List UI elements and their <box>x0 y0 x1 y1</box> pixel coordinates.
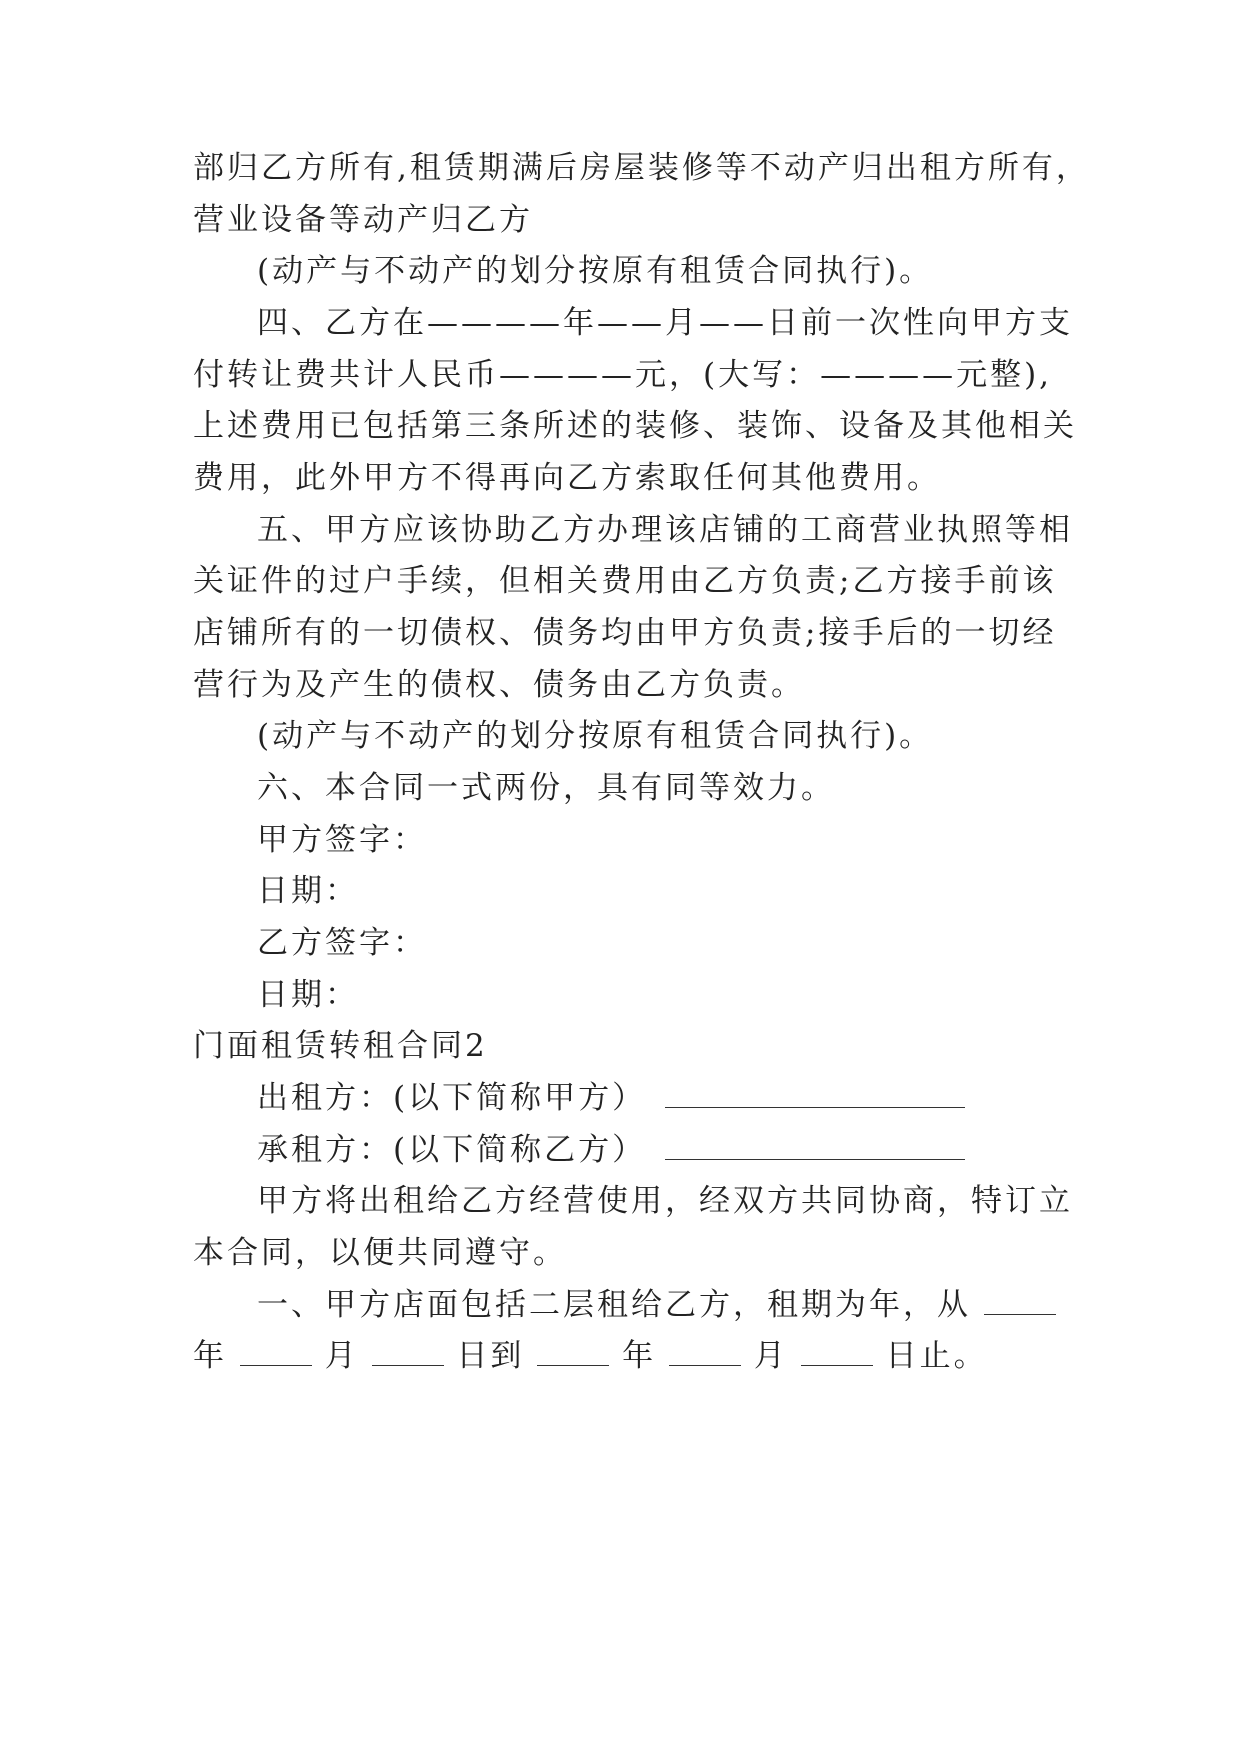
clause-four-heading-line: 四、乙方在————年——月——日前一次性向甲方支 <box>257 305 1073 341</box>
text-line: 关证件的过户手续，但相关费用由乙方负责;乙方接手前该 <box>193 563 1057 599</box>
clause-one-text: 一、甲方店面包括二层租给乙方，租期为年，从 <box>257 1287 971 1323</box>
text-line: 甲方将出租给乙方经营使用，经双方共同协商，特订立 <box>257 1183 1073 1219</box>
clause-six-line: 六、本合同一式两份，具有同等效力。 <box>257 770 835 806</box>
party-a-date-label: 日期： <box>257 873 359 909</box>
text-line: 部归乙方所有,租赁期满后房屋装修等不动产归出租方所有， <box>193 150 1090 186</box>
month-label: 月 <box>324 1338 359 1374</box>
lessor-name-blank <box>665 1081 965 1108</box>
clause-one-line <box>257 1285 1056 1325</box>
lease-period-line <box>193 1336 988 1376</box>
end-year-blank <box>537 1339 609 1366</box>
party-b-date-label: 日期： <box>257 977 359 1013</box>
lessee-label: 承租方：(以下简称乙方） <box>257 1132 647 1168</box>
text-line: (动产与不动产的划分按原有租赁合同执行)。 <box>257 253 934 289</box>
text-line: 费用，此外甲方不得再向乙方索取任何其他费用。 <box>193 460 941 496</box>
lessor-label: 出租方：(以下简称甲方） <box>257 1080 647 1116</box>
lessee-name-blank <box>665 1133 965 1160</box>
text-line: 本合同，以便共同遵守。 <box>193 1235 567 1271</box>
text-line: 营业设备等动产归乙方 <box>193 202 533 238</box>
section-title: 门面租赁转租合同2 <box>193 1028 488 1064</box>
start-day-blank <box>372 1339 444 1366</box>
day-end-label: 日止。 <box>885 1338 988 1374</box>
year-label: 年 <box>193 1338 227 1374</box>
lessor-line <box>257 1078 965 1118</box>
text-line: 付转让费共计人民币————元，(大写：————元整), <box>193 357 1053 393</box>
party-a-signature-label: 甲方签字： <box>257 822 427 858</box>
start-year-blank <box>984 1288 1056 1315</box>
text-line: 店铺所有的一切债权、债务均由甲方负责;接手后的一切经 <box>193 615 1057 651</box>
year-label: 年 <box>622 1338 657 1374</box>
text-line: 上述费用已包括第三条所述的装修、装饰、设备及其他相关 <box>193 408 1077 444</box>
start-month-blank <box>240 1339 312 1366</box>
month-label: 月 <box>753 1338 788 1374</box>
party-b-signature-label: 乙方签字： <box>257 925 427 961</box>
text-line: 营行为及产生的债权、债务由乙方负责。 <box>193 667 805 703</box>
end-month-blank <box>669 1339 741 1366</box>
text-line: (动产与不动产的划分按原有租赁合同执行)。 <box>257 718 934 754</box>
day-to-label: 日到 <box>456 1338 525 1374</box>
lessee-line <box>257 1130 965 1170</box>
clause-five-heading-line: 五、甲方应该协助乙方办理该店铺的工商营业执照等相 <box>257 512 1073 548</box>
end-day-blank <box>801 1339 873 1366</box>
